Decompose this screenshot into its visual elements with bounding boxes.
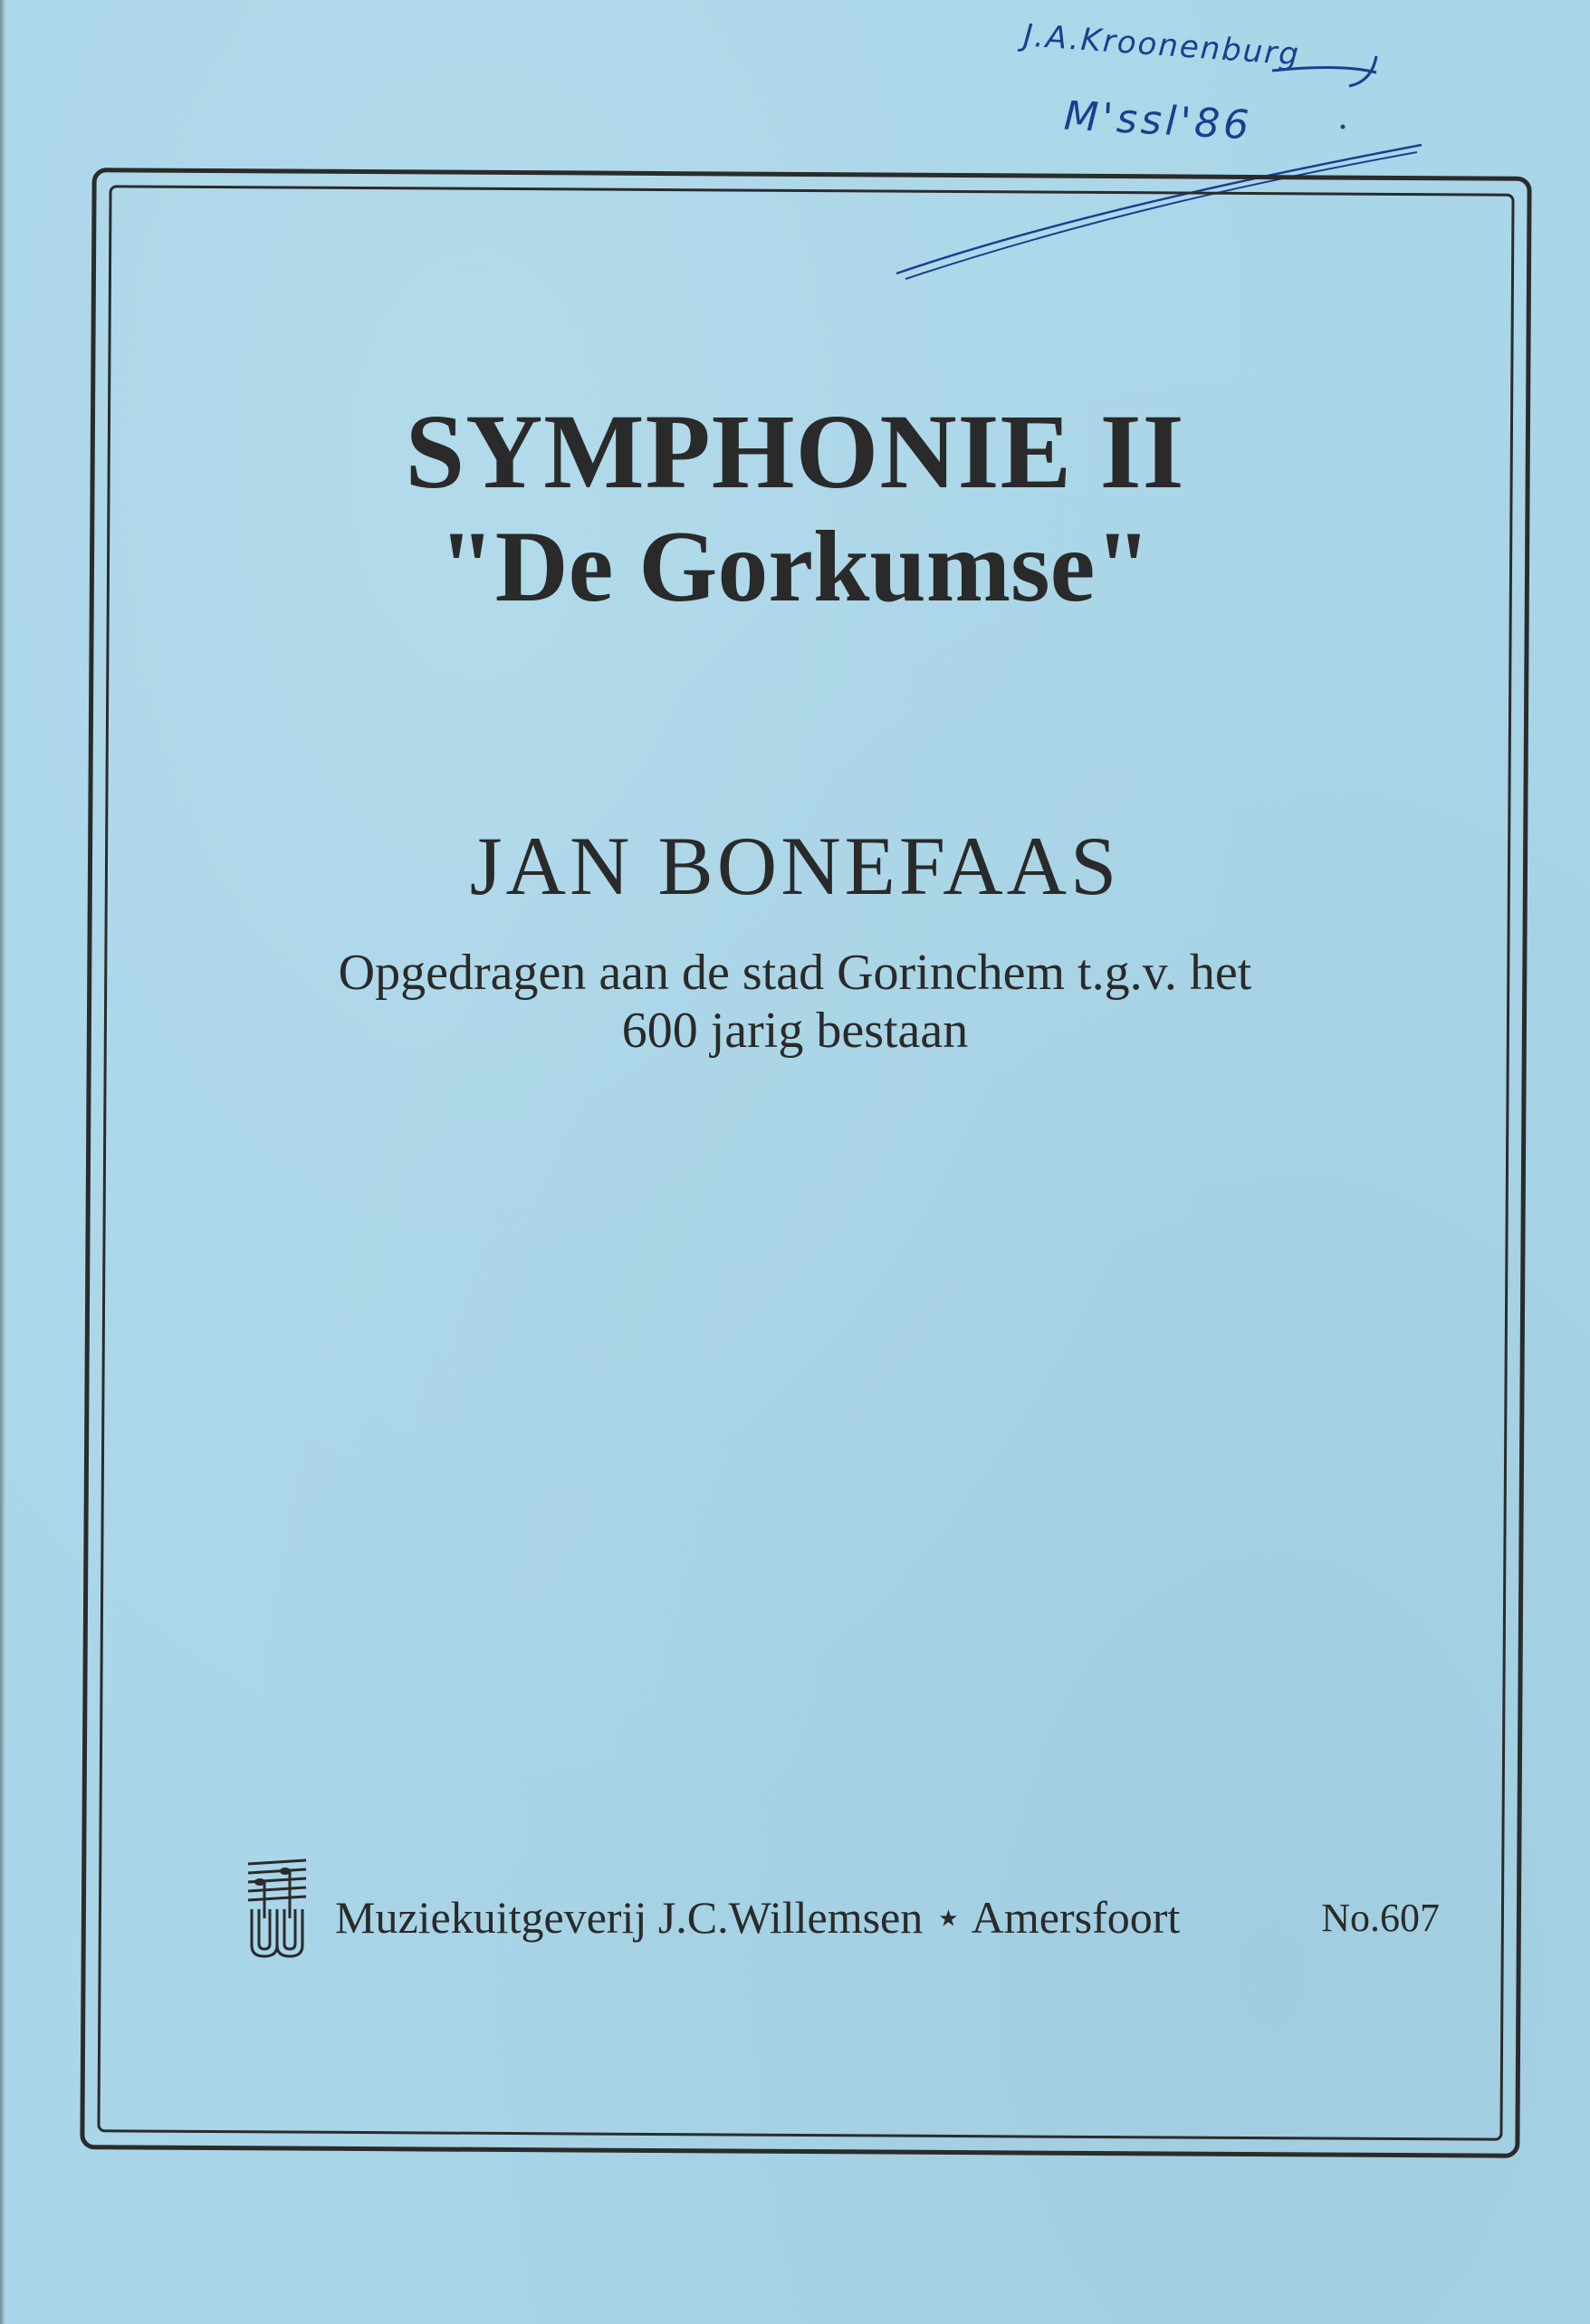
dedication-line-1: Opgedragen aan de stad Gorinchem t.g.v. het <box>338 945 1252 1001</box>
composer-name: JAN BONEFAAS <box>469 820 1121 912</box>
work-subtitle: "De Gorkumse" <box>438 511 1152 623</box>
dedication <box>0 944 1590 1060</box>
handwritten-name: J.A.Kroonenburg <box>1021 17 1302 73</box>
catalog-number: No.607 <box>1321 1896 1440 1940</box>
dedication-line-2: 600 jarig bestaan <box>621 1003 969 1059</box>
handwritten-date: M'ssl'86 <box>1062 92 1254 149</box>
work-title: SYMPHONIE II <box>405 392 1185 511</box>
publisher-imprint <box>244 1848 1440 1965</box>
binding-edge <box>0 0 5 2324</box>
music-staff-w-logo-icon <box>244 1855 310 1960</box>
publisher-name: Muziekuitgeverij J.C.Willemsen ⋆ Amersfoort <box>335 1892 1181 1943</box>
